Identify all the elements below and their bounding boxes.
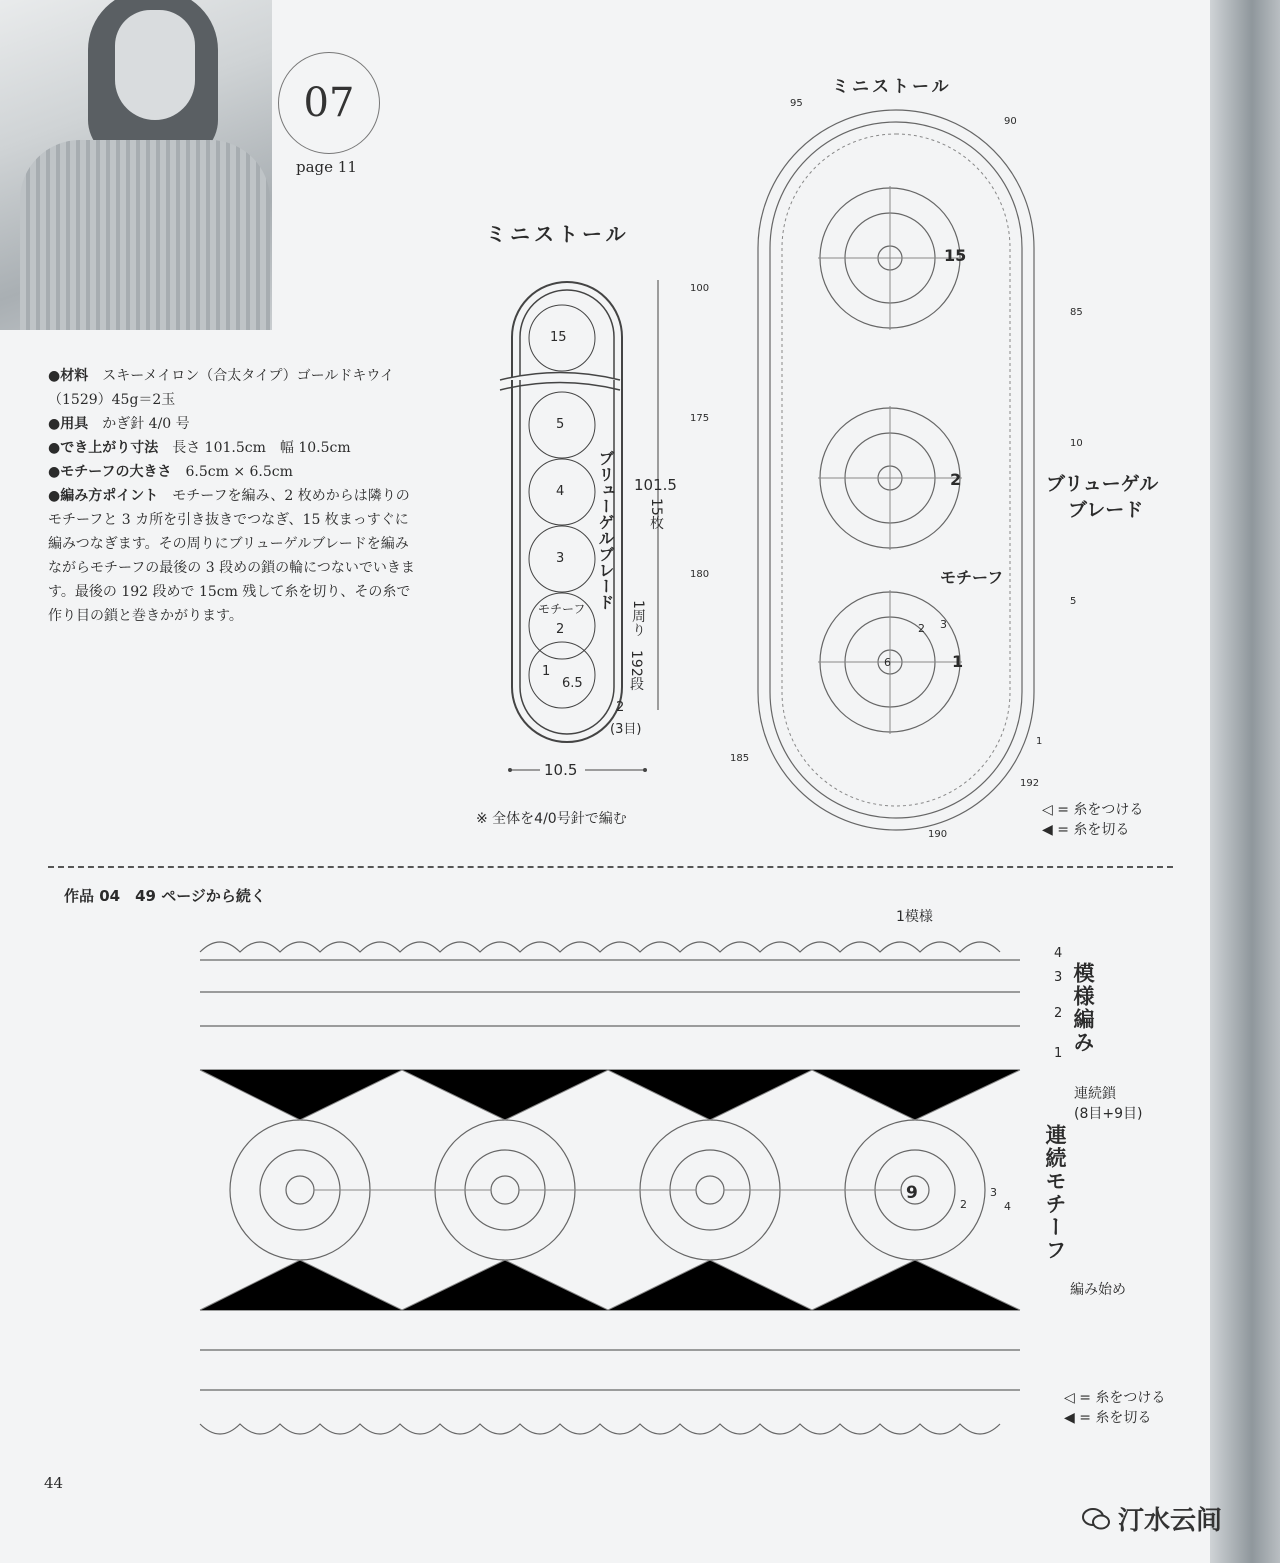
motif-strip-label: 連続モチーフ: [1043, 1124, 1067, 1262]
chart1-motif-2: 2: [950, 470, 962, 489]
braid-label-2: ブレード: [1068, 499, 1144, 521]
band-round-4: 4: [1004, 1200, 1011, 1213]
count-value: 15枚: [648, 498, 664, 530]
band-round-2: 2: [960, 1198, 967, 1211]
motif-num-15: 15: [550, 330, 567, 345]
start-row: 2: [616, 700, 625, 715]
spec-motif-size: ●モチーフの大きさ 6.5cm × 6.5cm: [48, 464, 293, 480]
legend-cut-1: ◀ = 糸を切る: [1042, 822, 1130, 838]
chart1-motif-1: 1: [952, 652, 964, 671]
chart1-motif-15: 15: [944, 246, 967, 265]
round-count: 192段: [628, 650, 644, 691]
chain-sub: (8目+9目): [1074, 1106, 1143, 1122]
knit-note: ※ 全体を4/0号針で編む: [476, 811, 627, 827]
legend-attach-2: ◁ = 糸をつける: [1064, 1390, 1166, 1406]
stole-crochet-chart: [730, 100, 1050, 840]
band-round-3: 3: [990, 1186, 997, 1199]
row-mark-100: 100: [690, 283, 710, 294]
chart1-round-2: 2: [918, 622, 925, 635]
page-number: 44: [44, 1474, 64, 1492]
watermark: 汀水云间: [1082, 1500, 1222, 1537]
row-mark-185: 185: [730, 753, 750, 764]
repeat-label: 1模様: [896, 909, 933, 925]
band-row-4: 4: [1054, 946, 1063, 961]
row-mark-175: 175: [690, 413, 710, 424]
page-reference: page 11: [296, 158, 357, 176]
motif-num-3: 3: [556, 551, 565, 566]
chart1-title: ミニストール: [832, 77, 952, 97]
section-divider: [48, 866, 1173, 868]
legend-cut-2: ◀ = 糸を切る: [1064, 1410, 1152, 1426]
schematic-title: ミニストール: [486, 222, 630, 246]
motif-num-1: 1: [542, 664, 551, 679]
row-mark-85: 85: [1070, 307, 1083, 318]
chart1-round-6: 6: [884, 656, 891, 669]
motif-num-2: 2: [556, 622, 565, 637]
start-label: 編み始め: [1070, 1282, 1126, 1298]
model-photo: [0, 0, 272, 330]
spec-points: ●編み方ポイント モチーフを編み、2 枚めからは隣りのモチーフと 3 カ所を引き抜きでつなぎ、15 枚まっすぐに編みつなぎます。その周りにブリューゲルブレードを編みながらモチーフの最後の 3 段めの鎖の輪につないでいきます。最後の 192 段めで 15cm 残して糸を切り、その糸で作り目の鎖と巻きかがります。: [48, 488, 415, 624]
row-mark-1: 1: [1036, 736, 1043, 747]
spec-size: ●でき上がり寸法 長さ 101.5cm 幅 10.5cm: [48, 440, 351, 456]
spec-material: ●材料 スキーメイロン（合太タイプ）ゴールドキウイ（1529）45g＝2玉: [48, 368, 394, 408]
band-row-1: 1: [1054, 1046, 1063, 1061]
pattern-number: 07: [278, 52, 380, 154]
braid-label: ブリューゲルブレード: [596, 450, 615, 610]
section2-title: 作品 04 49 ページから続く: [64, 887, 266, 905]
motif-num-5: 5: [556, 417, 565, 432]
row-mark-10: 10: [1070, 438, 1083, 449]
motif-num-4: 4: [556, 484, 565, 499]
band-row-3: 3: [1054, 970, 1063, 985]
start-sub: (3目): [610, 722, 642, 737]
width-arrow: [505, 760, 655, 780]
chat-bubble-icon: [1082, 1507, 1110, 1531]
round-label: 1周り: [630, 600, 646, 637]
chain-label: 連続鎖: [1074, 1086, 1116, 1102]
row-mark-192: 192: [1020, 778, 1040, 789]
chart1-motif-label: モチーフ: [940, 568, 1004, 587]
row-mark-90: 90: [1004, 116, 1017, 127]
motif-size: 6.5: [562, 676, 583, 691]
braid-label-1: ブリューゲル: [1046, 473, 1159, 495]
row-mark-95: 95: [790, 98, 803, 109]
legend-attach-1: ◁ = 糸をつける: [1042, 802, 1144, 818]
pattern-label: 模様編み: [1071, 962, 1095, 1054]
spec-tools: ●用具 かぎ針 4/0 号: [48, 416, 190, 432]
row-mark-5: 5: [1070, 596, 1077, 607]
row-mark-190: 190: [928, 829, 948, 840]
band-motif-9: 9: [906, 1183, 918, 1203]
page-edge: [1210, 0, 1280, 1563]
band-row-2: 2: [1054, 1006, 1063, 1021]
stole-schematic: [500, 270, 680, 790]
length-value: 101.5: [634, 476, 677, 494]
chart1-round-3: 3: [940, 618, 947, 631]
row-mark-180: 180: [690, 569, 710, 580]
motif-label: モチーフ: [538, 602, 586, 616]
width-value: 10.5: [544, 761, 578, 779]
